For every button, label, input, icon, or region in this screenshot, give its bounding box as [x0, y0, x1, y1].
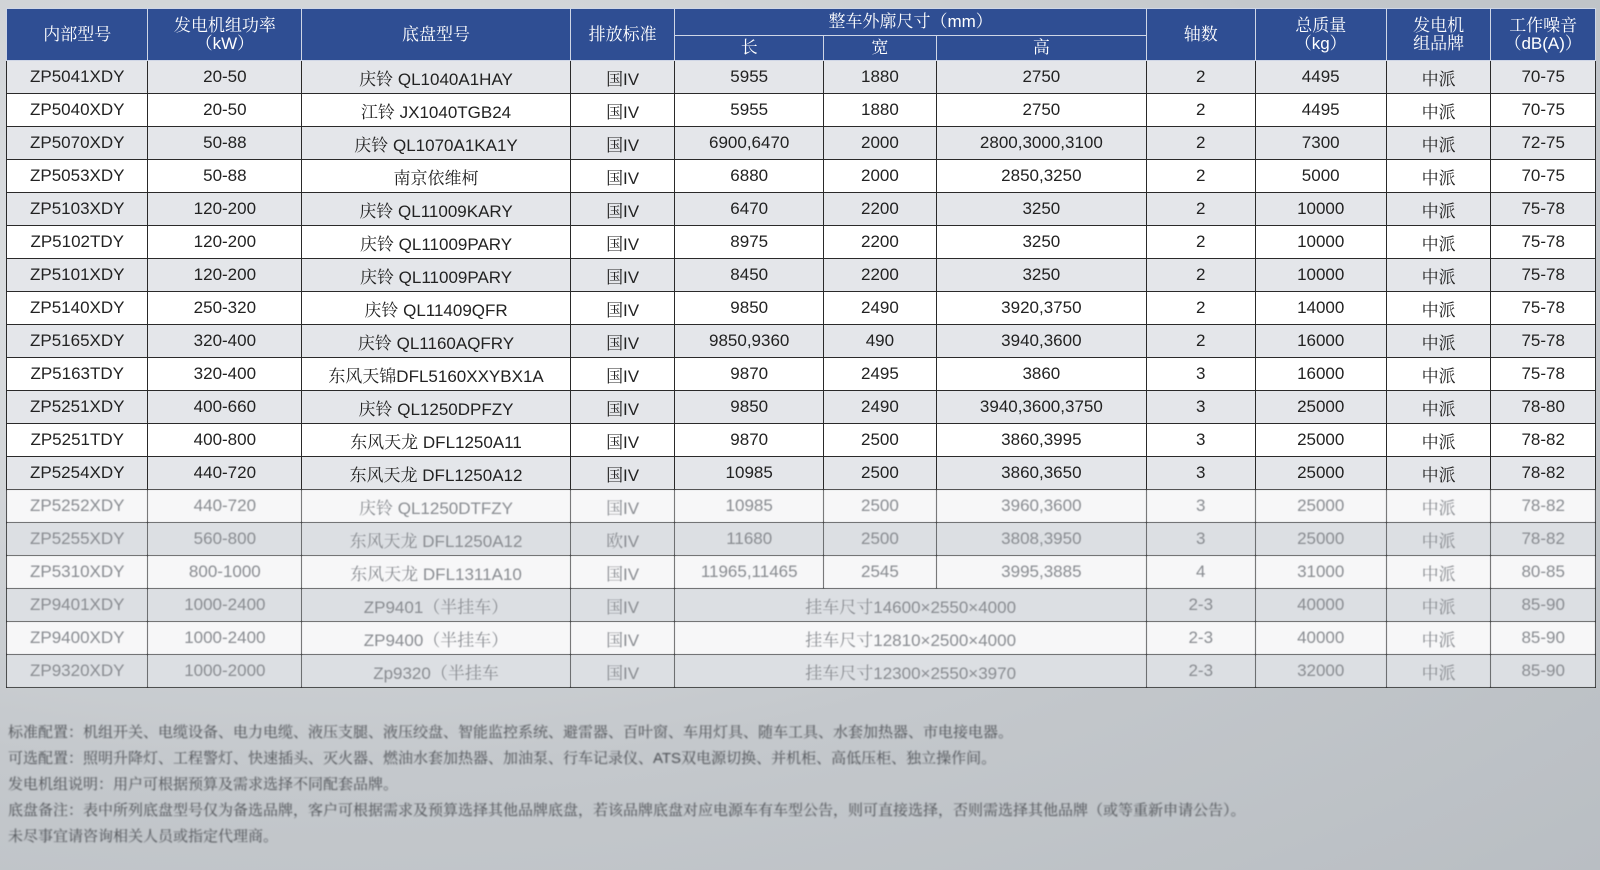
cell-length: 8450: [675, 259, 824, 292]
cell-mass: 40000: [1255, 622, 1386, 655]
cell-emission: 国IV: [570, 61, 675, 94]
cell-chassis: 东风天龙 DFL1250A12: [302, 457, 571, 490]
cell-height: 3940,3600: [936, 325, 1146, 358]
cell-length: 9870: [675, 424, 824, 457]
cell-model: ZP5251TDY: [7, 424, 148, 457]
cell-mass: 5000: [1255, 160, 1386, 193]
cell-chassis: 庆铃 QL1070A1KA1Y: [302, 127, 571, 160]
notes-section: [8, 720, 1568, 850]
cell-brand: 中派: [1386, 556, 1491, 589]
cell-brand: 中派: [1386, 259, 1491, 292]
cell-height: 2800,3000,3100: [936, 127, 1146, 160]
cell-chassis: 江铃 JX1040TGB24: [302, 94, 571, 127]
cell-brand: 中派: [1386, 424, 1491, 457]
cell-noise: 75-78: [1491, 325, 1596, 358]
cell-brand: 中派: [1386, 490, 1491, 523]
cell-power: 440-720: [148, 457, 302, 490]
table-row: [7, 193, 1596, 226]
cell-length: 8975: [675, 226, 824, 259]
note-line: 未尽事宜请咨询相关人员或指定代理商。: [8, 828, 279, 845]
cell-axles: 3: [1146, 391, 1255, 424]
cell-noise: 78-80: [1491, 391, 1596, 424]
cell-noise: 80-85: [1491, 556, 1596, 589]
cell-length: 5955: [675, 61, 824, 94]
cell-length: 5955: [675, 94, 824, 127]
cell-axles: 2: [1146, 193, 1255, 226]
cell-emission: 国IV: [570, 226, 675, 259]
cell-model: ZP5254XDY: [7, 457, 148, 490]
table-row: [7, 457, 1596, 490]
cell-height: 3960,3600: [936, 490, 1146, 523]
table-row: [7, 94, 1596, 127]
cell-chassis: 庆铃 QL11009PARY: [302, 259, 571, 292]
cell-chassis: 东风天龙 DFL1250A11: [302, 424, 571, 457]
cell-axles: 3: [1146, 424, 1255, 457]
header-brand: 发电机 组品牌: [1386, 9, 1491, 61]
cell-chassis: 庆铃 QL11009PARY: [302, 226, 571, 259]
cell-mass: 10000: [1255, 193, 1386, 226]
cell-emission: 国IV: [570, 391, 675, 424]
cell-brand: 中派: [1386, 94, 1491, 127]
cell-chassis: 南京依维柯: [302, 160, 571, 193]
table-row: [7, 127, 1596, 160]
cell-dims-merged: 挂车尺寸12810×2500×4000: [675, 622, 1147, 655]
cell-length: 6900,6470: [675, 127, 824, 160]
cell-mass: 25000: [1255, 490, 1386, 523]
cell-length: 9870: [675, 358, 824, 391]
cell-width: 2500: [824, 490, 937, 523]
cell-axles: 4: [1146, 556, 1255, 589]
cell-mass: 16000: [1255, 358, 1386, 391]
table-row: [7, 655, 1596, 688]
cell-height: 3995,3885: [936, 556, 1146, 589]
cell-width: 1880: [824, 61, 937, 94]
cell-height: 3940,3600,3750: [936, 391, 1146, 424]
cell-axles: 2: [1146, 61, 1255, 94]
cell-axles: 2-3: [1146, 655, 1255, 688]
cell-model: ZP5251XDY: [7, 391, 148, 424]
cell-width: 2200: [824, 226, 937, 259]
cell-height: 3250: [936, 193, 1146, 226]
cell-emission: 国IV: [570, 127, 675, 160]
cell-chassis: Zp9320（半挂车: [302, 655, 571, 688]
cell-chassis: 庆铃 QL1160AQFRY: [302, 325, 571, 358]
cell-noise: 75-78: [1491, 292, 1596, 325]
cell-mass: 4495: [1255, 61, 1386, 94]
cell-width: 2200: [824, 193, 937, 226]
cell-emission: 国IV: [570, 160, 675, 193]
cell-brand: 中派: [1386, 655, 1491, 688]
cell-power: 440-720: [148, 490, 302, 523]
cell-model: ZP5310XDY: [7, 556, 148, 589]
cell-brand: 中派: [1386, 127, 1491, 160]
cell-model: ZP9401XDY: [7, 589, 148, 622]
cell-axles: 2-3: [1146, 589, 1255, 622]
cell-mass: 40000: [1255, 589, 1386, 622]
header-mass: 总质量 （kg）: [1255, 9, 1386, 61]
table-row: [7, 292, 1596, 325]
table-row: [7, 61, 1596, 94]
cell-width: 2495: [824, 358, 937, 391]
cell-length: 9850: [675, 292, 824, 325]
cell-mass: 25000: [1255, 523, 1386, 556]
cell-chassis: 庆铃 QL11409QFR: [302, 292, 571, 325]
cell-emission: 国IV: [570, 94, 675, 127]
cell-brand: 中派: [1386, 61, 1491, 94]
cell-noise: 78-82: [1491, 457, 1596, 490]
cell-height: 3250: [936, 259, 1146, 292]
cell-chassis: 庆铃 QL1250DPFZY: [302, 391, 571, 424]
cell-emission: 国IV: [570, 193, 675, 226]
cell-noise: 70-75: [1491, 61, 1596, 94]
cell-mass: 31000: [1255, 556, 1386, 589]
cell-brand: 中派: [1386, 160, 1491, 193]
cell-length: 6880: [675, 160, 824, 193]
cell-chassis: 东风天龙 DFL1250A12: [302, 523, 571, 556]
cell-brand: 中派: [1386, 457, 1491, 490]
cell-mass: 7300: [1255, 127, 1386, 160]
cell-length: 10985: [675, 490, 824, 523]
table-row: [7, 490, 1596, 523]
cell-model: ZP9320XDY: [7, 655, 148, 688]
header-dimensions: 整车外廓尺寸（mm）: [675, 9, 1147, 36]
cell-dims-merged: 挂车尺寸12300×2550×3970: [675, 655, 1147, 688]
cell-emission: 国IV: [570, 358, 675, 391]
cell-length: 11965,11465: [675, 556, 824, 589]
header-emission: 排放标准: [570, 9, 675, 61]
note-line: 可选配置：照明升降灯、工程警灯、快速插头、灭火器、燃油水套加热器、加油泵、行车记录仪、ATS双电源切换、并机柜、高低压柜、独立操作间。: [8, 750, 997, 767]
cell-model: ZP5040XDY: [7, 94, 148, 127]
cell-axles: 3: [1146, 490, 1255, 523]
cell-model: ZP5252XDY: [7, 490, 148, 523]
cell-noise: 75-78: [1491, 193, 1596, 226]
cell-noise: 78-82: [1491, 523, 1596, 556]
cell-mass: 16000: [1255, 325, 1386, 358]
cell-brand: 中派: [1386, 193, 1491, 226]
table-row: [7, 556, 1596, 589]
cell-model: ZP5102TDY: [7, 226, 148, 259]
cell-power: 1000-2400: [148, 589, 302, 622]
cell-width: 490: [824, 325, 937, 358]
cell-width: 2500: [824, 457, 937, 490]
spec-table: [6, 8, 1596, 688]
header-power: 发电机组功率 （kW）: [148, 9, 302, 61]
header-height: 高: [936, 36, 1146, 61]
cell-noise: 85-90: [1491, 622, 1596, 655]
cell-width: 2500: [824, 424, 937, 457]
cell-noise: 70-75: [1491, 160, 1596, 193]
cell-emission: 国IV: [570, 655, 675, 688]
cell-mass: 32000: [1255, 655, 1386, 688]
header-noise: 工作噪音 （dB(A)）: [1491, 9, 1596, 61]
cell-mass: 25000: [1255, 424, 1386, 457]
cell-length: 6470: [675, 193, 824, 226]
cell-power: 560-800: [148, 523, 302, 556]
cell-length: 10985: [675, 457, 824, 490]
cell-mass: 10000: [1255, 259, 1386, 292]
cell-emission: 国IV: [570, 457, 675, 490]
cell-power: 320-400: [148, 325, 302, 358]
cell-power: 1000-2000: [148, 655, 302, 688]
cell-width: 2545: [824, 556, 937, 589]
cell-model: ZP5070XDY: [7, 127, 148, 160]
cell-brand: 中派: [1386, 226, 1491, 259]
table-row: [7, 589, 1596, 622]
cell-height: 2850,3250: [936, 160, 1146, 193]
cell-model: ZP5255XDY: [7, 523, 148, 556]
cell-model: ZP5053XDY: [7, 160, 148, 193]
cell-axles: 2: [1146, 94, 1255, 127]
cell-power: 400-660: [148, 391, 302, 424]
cell-emission: 国IV: [570, 490, 675, 523]
cell-width: 2490: [824, 292, 937, 325]
cell-model: ZP5103XDY: [7, 193, 148, 226]
cell-axles: 2-3: [1146, 622, 1255, 655]
cell-noise: 70-75: [1491, 94, 1596, 127]
cell-axles: 3: [1146, 457, 1255, 490]
cell-model: ZP5165XDY: [7, 325, 148, 358]
cell-height: 3920,3750: [936, 292, 1146, 325]
cell-power: 120-200: [148, 259, 302, 292]
cell-height: 3250: [936, 226, 1146, 259]
cell-noise: 85-90: [1491, 655, 1596, 688]
table-row: [7, 226, 1596, 259]
cell-width: 2490: [824, 391, 937, 424]
cell-emission: 国IV: [570, 424, 675, 457]
cell-mass: 25000: [1255, 391, 1386, 424]
header-width: 宽: [824, 36, 937, 61]
cell-brand: 中派: [1386, 292, 1491, 325]
cell-noise: 85-90: [1491, 589, 1596, 622]
cell-axles: 3: [1146, 523, 1255, 556]
cell-mass: 4495: [1255, 94, 1386, 127]
cell-emission: 国IV: [570, 292, 675, 325]
cell-width: 1880: [824, 94, 937, 127]
cell-power: 20-50: [148, 94, 302, 127]
table-row: [7, 424, 1596, 457]
cell-brand: 中派: [1386, 325, 1491, 358]
cell-chassis: ZP9401（半挂车）: [302, 589, 571, 622]
cell-axles: 2: [1146, 226, 1255, 259]
cell-height: 2750: [936, 94, 1146, 127]
cell-model: ZP9400XDY: [7, 622, 148, 655]
cell-dims-merged: 挂车尺寸14600×2550×4000: [675, 589, 1147, 622]
cell-axles: 3: [1146, 358, 1255, 391]
cell-chassis: ZP9400（半挂车）: [302, 622, 571, 655]
cell-length: 9850: [675, 391, 824, 424]
cell-chassis: 庆铃 QL1040A1HAY: [302, 61, 571, 94]
cell-chassis: 庆铃 QL1250DTFZY: [302, 490, 571, 523]
cell-mass: 10000: [1255, 226, 1386, 259]
table-row: [7, 259, 1596, 292]
cell-width: 2000: [824, 127, 937, 160]
cell-power: 20-50: [148, 61, 302, 94]
cell-emission: 国IV: [570, 589, 675, 622]
table-body: [7, 61, 1596, 688]
cell-width: 2000: [824, 160, 937, 193]
cell-height: 3860,3650: [936, 457, 1146, 490]
cell-power: 120-200: [148, 193, 302, 226]
cell-emission: 国IV: [570, 622, 675, 655]
cell-power: 50-88: [148, 127, 302, 160]
note-line: 发电机组说明：用户可根据预算及需求选择不同配套品牌。: [8, 776, 399, 793]
cell-axles: 2: [1146, 325, 1255, 358]
cell-model: ZP5101XDY: [7, 259, 148, 292]
cell-noise: 78-82: [1491, 490, 1596, 523]
cell-height: 3808,3950: [936, 523, 1146, 556]
note-line: 标准配置：机组开关、电缆设备、电力电缆、液压支腿、液压绞盘、智能监控系统、避雷器、百叶窗、车用灯具、随车工具、水套加热器、市电接电器。: [8, 724, 1014, 741]
cell-axles: 2: [1146, 259, 1255, 292]
cell-power: 250-320: [148, 292, 302, 325]
cell-height: 3860,3995: [936, 424, 1146, 457]
cell-mass: 14000: [1255, 292, 1386, 325]
header-chassis: 底盘型号: [302, 9, 571, 61]
cell-power: 400-800: [148, 424, 302, 457]
cell-axles: 2: [1146, 127, 1255, 160]
cell-noise: 75-78: [1491, 226, 1596, 259]
table-row: [7, 622, 1596, 655]
cell-emission: 国IV: [570, 259, 675, 292]
table-row: [7, 160, 1596, 193]
cell-emission: 国IV: [570, 556, 675, 589]
cell-height: 3860: [936, 358, 1146, 391]
cell-emission: 欧IV: [570, 523, 675, 556]
cell-brand: 中派: [1386, 358, 1491, 391]
cell-emission: 国IV: [570, 325, 675, 358]
table-row: [7, 358, 1596, 391]
header-model: 内部型号: [7, 9, 148, 61]
table-row: [7, 325, 1596, 358]
cell-width: 2500: [824, 523, 937, 556]
table-row: [7, 391, 1596, 424]
cell-noise: 75-78: [1491, 259, 1596, 292]
header-length: 长: [675, 36, 824, 61]
cell-model: ZP5163TDY: [7, 358, 148, 391]
cell-chassis: 东风天龙 DFL1311A10: [302, 556, 571, 589]
cell-power: 1000-2400: [148, 622, 302, 655]
cell-noise: 75-78: [1491, 358, 1596, 391]
cell-axles: 2: [1146, 160, 1255, 193]
cell-chassis: 东风天锦DFL5160XXYBX1A: [302, 358, 571, 391]
cell-length: 11680: [675, 523, 824, 556]
cell-noise: 78-82: [1491, 424, 1596, 457]
cell-height: 2750: [936, 61, 1146, 94]
cell-width: 2200: [824, 259, 937, 292]
cell-power: 50-88: [148, 160, 302, 193]
cell-model: ZP5140XDY: [7, 292, 148, 325]
header-axles: 轴数: [1146, 9, 1255, 61]
cell-mass: 25000: [1255, 457, 1386, 490]
cell-brand: 中派: [1386, 589, 1491, 622]
table-row: [7, 523, 1596, 556]
cell-noise: 72-75: [1491, 127, 1596, 160]
cell-axles: 2: [1146, 292, 1255, 325]
cell-chassis: 庆铃 QL11009KARY: [302, 193, 571, 226]
cell-brand: 中派: [1386, 523, 1491, 556]
note-line: 底盘备注：表中所列底盘型号仅为备选品牌，客户可根据需求及预算选择其他品牌底盘，若该品牌底盘对应电源车有车型公告，则可直接选择，否则需选择其他品牌（或等重新申请公告）。: [8, 802, 1246, 819]
cell-model: ZP5041XDY: [7, 61, 148, 94]
cell-length: 9850,9360: [675, 325, 824, 358]
cell-power: 120-200: [148, 226, 302, 259]
cell-power: 800-1000: [148, 556, 302, 589]
cell-brand: 中派: [1386, 391, 1491, 424]
cell-power: 320-400: [148, 358, 302, 391]
cell-brand: 中派: [1386, 622, 1491, 655]
